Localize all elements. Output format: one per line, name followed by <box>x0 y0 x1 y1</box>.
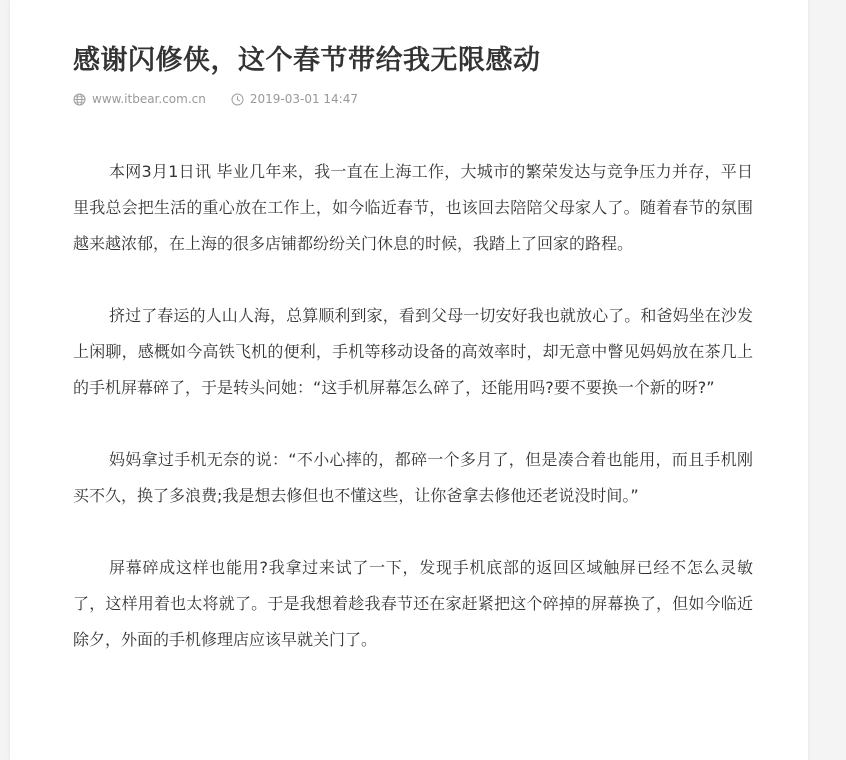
article-meta <box>73 90 358 108</box>
article-page <box>10 0 808 760</box>
paragraph: 妈妈拿过手机无奈的说：“不小心摔的，都碎一个多月了，但是凑合着也能用，而且手机刚买不久，换了多浪费;我是想去修但也不懂这些，让你爸拿去修他还老说没时间。” <box>73 450 753 505</box>
clock-icon <box>231 93 244 106</box>
article-title: 感谢闪修侠，这个春节带给我无限感动 <box>73 45 541 76</box>
datetime-text: 2019-03-01 14:47 <box>249 92 358 106</box>
globe-icon <box>73 93 86 106</box>
paragraph: 挤过了春运的人山人海，总算顺利到家，看到父母一切安好我也就放心了。和爸妈坐在沙发上闲聊，感概如今高铁飞机的便利，手机等移动设备的高效率时，却无意中瞥见妈妈放在茶几上的手机屏幕碎了，于是转头问她：“这手机屏幕怎么碎了，还能用吗?要不要换一个新的呀?” <box>73 306 753 397</box>
source-info <box>73 92 206 106</box>
paragraph: 本网3月1日讯 毕业几年来，我一直在上海工作，大城市的繁荣发达与竞争压力并存，平日里我总会把生活的重心放在工作上，如今临近春节，也该回去陪陪父母家人了。随着春节的氛围越来越浓郁，在上海的很多店铺都纷纷关门休息的时候，我踏上了回家的路程。 <box>73 162 753 253</box>
paragraph: 屏幕碎成这样也能用?我拿过来试了一下，发现手机底部的返回区域触屏已经不怎么灵敏了，这样用着也太将就了。于是我想着趁我春节还在家赶紧把这个碎掉的屏幕换了，但如今临近除夕，外面的手机修理店应该早就关门了。 <box>73 558 753 649</box>
article-body <box>73 154 753 694</box>
datetime-info <box>231 92 358 106</box>
source-text: www.itbear.com.cn <box>92 92 206 106</box>
